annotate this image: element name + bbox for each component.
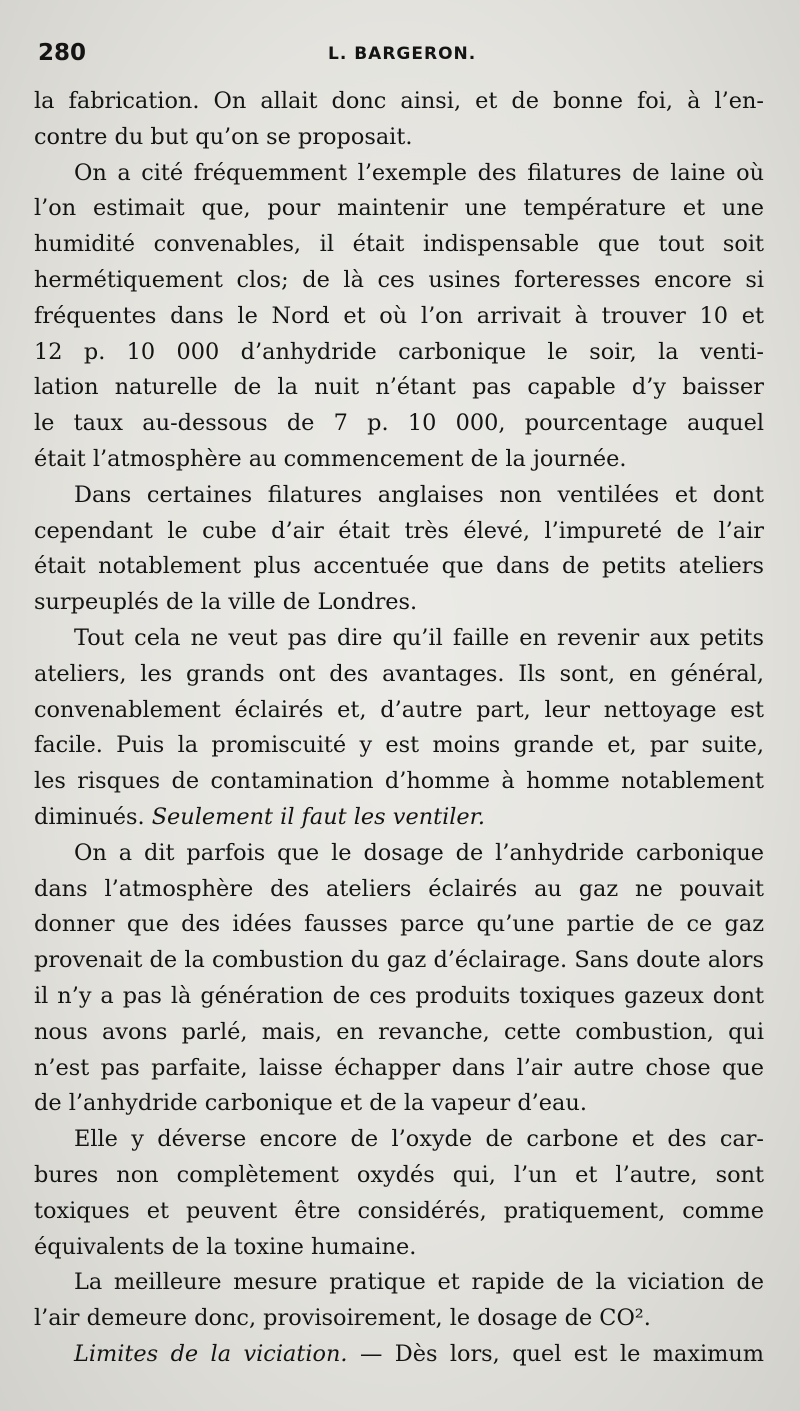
- text-line: [34, 657, 764, 693]
- line-text: était notablement plus accentuée que dans de petits ateliers: [34, 553, 764, 580]
- text-line: [34, 979, 764, 1015]
- text-line: [34, 1230, 764, 1266]
- line-text: humidité convenables, il était indispensable que tout soit: [34, 231, 764, 258]
- line-text: l’on estimait que, pour maintenir une température et une: [34, 195, 764, 222]
- text-line: [34, 693, 764, 729]
- text-line: [34, 1301, 764, 1337]
- text-line: [34, 549, 764, 585]
- text-line: [34, 621, 764, 657]
- line-text: contre du but qu’on se proposait.: [34, 123, 413, 150]
- line-text: le taux au-dessous de 7 p. 10 000, pourcentage auquel: [34, 410, 764, 437]
- text-line: [34, 370, 764, 406]
- line-text: bures non complètement oxydés qui, l’un et l’autre, sont: [34, 1161, 764, 1188]
- text-line: [34, 335, 764, 371]
- line-text: la fabrication. On allait donc ainsi, et de bonne foi, à l’en-: [34, 88, 764, 114]
- italic-emphasis: Seulement il faut les ventiler.: [151, 803, 486, 830]
- line-text: fréquentes dans le Nord et où l’on arrivait à trouver 10 et: [34, 302, 764, 329]
- line-text: donner que des idées fausses parce qu’une partie de ce gaz: [34, 911, 764, 938]
- line-text: dans l’atmosphère des ateliers éclairés au gaz ne pouvait: [34, 875, 764, 902]
- line-text: Tout cela ne veut pas dire qu’il faille en revenir aux petits: [74, 624, 764, 651]
- line-text: diminués.: [34, 803, 152, 830]
- line-text: équivalents de la toxine humaine.: [34, 1233, 417, 1260]
- body-text: [34, 84, 764, 1373]
- line-text: ateliers, les grands ont des avantages. Ils sont, en général,: [34, 660, 764, 687]
- line-text: nous avons parlé, mais, en revanche, cette combustion, qui: [34, 1018, 764, 1045]
- text-line: [34, 406, 764, 442]
- text-line: [34, 263, 764, 299]
- text-line: [34, 84, 764, 120]
- text-line: [34, 836, 764, 872]
- line-text: hermétiquement clos; de là ces usines forteresses encore si: [34, 266, 764, 293]
- text-line: [34, 1158, 764, 1194]
- line-text: les risques de contamination d’homme à homme notablement: [34, 768, 764, 795]
- line-text: était l’atmosphère au commencement de la journée.: [34, 445, 627, 472]
- page-number: 280: [38, 40, 87, 66]
- text-line: [34, 800, 764, 836]
- line-text: il n’y a pas là génération de ces produits toxiques gazeux dont: [34, 982, 764, 1009]
- text-line: [34, 1015, 764, 1051]
- line-text: cependant le cube d’air était très élevé, l’impureté de l’air: [34, 517, 764, 544]
- text-line: [34, 1265, 764, 1301]
- text-line: [34, 442, 764, 478]
- text-line: [34, 478, 764, 514]
- text-line: [34, 299, 764, 335]
- line-text: de l’anhydride carbonique et de la vapeur d’eau.: [34, 1090, 587, 1117]
- text-line: [34, 764, 764, 800]
- text-line: [34, 1194, 764, 1230]
- line-text: Dans certaines filatures anglaises non ventilées et dont: [74, 481, 764, 508]
- text-line: [34, 191, 764, 227]
- line-text: — Dès lors, quel est le maximum: [347, 1340, 764, 1367]
- text-line: [34, 728, 764, 764]
- line-text: facile. Puis la promiscuité y est moins grande et, par suite,: [34, 732, 764, 759]
- text-line: [34, 1122, 764, 1158]
- text-line: [34, 227, 764, 263]
- line-text: 12 p. 10 000 d’anhydride carbonique le soir, la venti-: [34, 338, 764, 365]
- text-line: [34, 1051, 764, 1087]
- text-line: [34, 1086, 764, 1122]
- line-text: On a dit parfois que le dosage de l’anhydride carbonique: [74, 839, 764, 866]
- page-header: [38, 40, 758, 74]
- text-line: [34, 514, 764, 550]
- line-text: Elle y déverse encore de l’oxyde de carbone et des car-: [74, 1126, 764, 1153]
- line-text: surpeuplés de la ville de Londres.: [34, 589, 418, 616]
- line-text: l’air demeure donc, provisoirement, le dosage de CO².: [34, 1305, 651, 1332]
- text-line: [34, 907, 764, 943]
- text-line: [34, 1337, 764, 1373]
- text-line: [34, 585, 764, 621]
- line-text: On a cité fréquemment l’exemple des filatures de laine où: [74, 159, 764, 186]
- text-line: [34, 120, 764, 156]
- line-text: provenait de la combustion du gaz d’éclairage. Sans doute alors: [34, 947, 764, 974]
- running-head: L. BARGERON.: [328, 44, 477, 64]
- line-text: toxiques et peuvent être considérés, pratiquement, comme: [34, 1197, 764, 1224]
- text-line: [34, 872, 764, 908]
- italic-run-heading: Limites de la viciation.: [74, 1340, 348, 1367]
- line-text: La meilleure mesure pratique et rapide de la viciation de: [74, 1269, 764, 1296]
- line-text: n’est pas parfaite, laisse échapper dans l’air autre chose que: [34, 1054, 764, 1081]
- text-line: [34, 943, 764, 979]
- line-text: convenablement éclairés et, d’autre part, leur nettoyage est: [34, 696, 764, 723]
- line-text: lation naturelle de la nuit n’étant pas capable d’y baisser: [34, 374, 764, 401]
- text-line: [34, 156, 764, 192]
